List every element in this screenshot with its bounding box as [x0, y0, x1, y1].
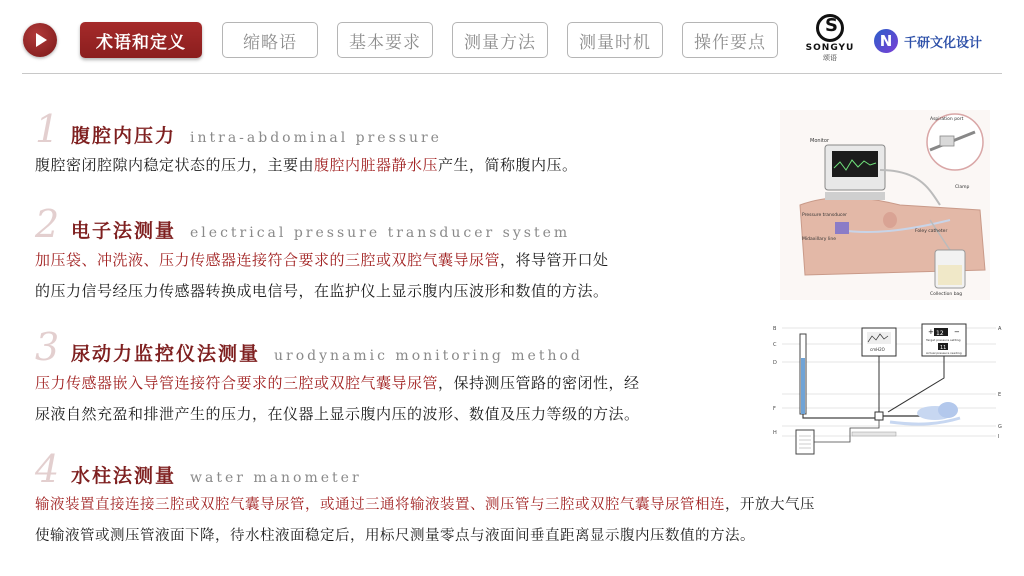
definition-section	[35, 107, 755, 181]
section-title: 电子法测量	[71, 220, 177, 242]
axis-letter: F	[773, 406, 776, 412]
section-number: 2	[35, 202, 60, 246]
label-foley-catheter: Foley catheter	[915, 229, 948, 234]
svg-text:+: +	[928, 328, 934, 336]
svg-text:−: −	[954, 328, 960, 336]
body-line	[35, 399, 755, 430]
label-collection-bag: Collection bag	[930, 292, 963, 297]
highlight-text: 加压袋、冲洗液、压力传感器连接符合要求的三腔或双腔气囊导尿管	[35, 251, 501, 269]
target-value: 12	[936, 330, 944, 337]
section-title: 腹腔内压力	[71, 125, 177, 147]
body-line	[35, 150, 755, 181]
section-heading	[35, 107, 755, 151]
label-aspiration-port: Aspiration port	[930, 117, 964, 122]
axis-letter: A	[998, 326, 1002, 332]
urodynamic-schematic	[770, 318, 1005, 458]
body-text: 使输液管或测压管液面下降，待水柱液面稳定后，用标尺测量零点与液面间垂直距离显示腹内压数值的方法。	[35, 528, 755, 544]
section-title: 水柱法测量	[71, 465, 177, 487]
section-english-title: water manometer	[190, 470, 362, 486]
highlight-text: 压力传感器嵌入导管连接符合要求的三腔或双腔气囊导尿管	[35, 374, 439, 392]
highlight-text: 输液装置直接连接三腔或双腔气囊导尿管，或通过三通将输液装置、测压管与三腔或双腔气囊导尿管相连	[35, 497, 725, 513]
label-monitor: Monitor	[810, 138, 830, 144]
section-body	[35, 490, 995, 552]
axis-letter: B	[773, 326, 777, 332]
body-line	[35, 276, 755, 307]
actual-value: 11	[940, 345, 947, 351]
axis-letter: D	[773, 360, 777, 366]
axis-letter: C	[773, 342, 777, 348]
tab-abbreviations[interactable]: 缩略语	[222, 22, 318, 58]
body-line	[35, 490, 995, 521]
section-number: 1	[35, 107, 60, 151]
axis-letter: I	[998, 434, 1000, 440]
label-midaxillary: Midaxillary line	[802, 237, 836, 242]
definition-section	[35, 202, 755, 307]
axis-letter: G	[998, 424, 1002, 430]
section-heading	[35, 325, 755, 369]
definition-section	[35, 447, 995, 552]
monitor-caption: cmH2O	[870, 347, 885, 352]
definition-section	[35, 325, 755, 430]
tab-measurement-timing[interactable]: 测量时机	[567, 22, 663, 58]
qianyan-logo-text: 千研文化设计	[904, 35, 983, 51]
body-text: ，将导管开口处	[500, 251, 609, 269]
body-text: 尿液自然充盈和排泄产生的压力，在仪器上显示腹内压的波形、数值及压力等级的方法。	[35, 405, 640, 423]
songyu-logo-sub: 颂语	[823, 54, 837, 62]
songyu-logo	[800, 14, 860, 64]
section-title: 尿动力监控仪法测量	[71, 343, 261, 365]
section-english-title: urodynamic monitoring method	[274, 348, 583, 364]
body-line	[35, 521, 995, 552]
songyu-logo-word: SONGYU	[805, 43, 855, 53]
section-english-title: electrical pressure transducer system	[190, 225, 571, 241]
body-text: ，开放大气压	[725, 497, 815, 513]
tab-terms-definitions[interactable]: 术语和定义	[80, 22, 202, 58]
body-line	[35, 245, 755, 276]
section-number: 3	[35, 325, 60, 369]
header-bar	[0, 0, 1024, 74]
header-divider	[22, 73, 1002, 74]
qianyan-logo	[874, 28, 982, 54]
body-text: 产生，简称腹内压。	[438, 156, 578, 174]
tab-measurement-methods[interactable]: 测量方法	[452, 22, 548, 58]
body-text: 腹腔密闭腔隙内稳定状态的压力，主要由	[35, 156, 315, 174]
section-body	[35, 150, 755, 181]
body-text: ，保持测压管路的密闭性，经	[438, 374, 640, 392]
transducer-setup-illustration	[780, 110, 990, 300]
target-label: Target pressure setting	[926, 338, 961, 342]
section-body	[35, 245, 755, 307]
highlight-text: 腹腔内脏器静水压	[314, 156, 439, 174]
section-heading	[35, 202, 755, 246]
qianyan-logo-icon: N	[874, 29, 898, 53]
tab-operation-points[interactable]: 操作要点	[682, 22, 778, 58]
actual-label: Actual pressure reading	[926, 351, 962, 355]
axis-letter: H	[773, 430, 777, 436]
axis-letter: E	[998, 392, 1002, 398]
section-english-title: intra-abdominal pressure	[190, 130, 442, 146]
section-number: 4	[35, 447, 60, 491]
songyu-logo-icon	[816, 14, 844, 42]
label-transducer: Pressure transducer	[802, 213, 848, 218]
play-button[interactable]	[23, 23, 57, 57]
section-body	[35, 368, 755, 430]
label-clamp: Clamp	[955, 185, 970, 190]
tab-basic-requirements[interactable]: 基本要求	[337, 22, 433, 58]
body-line	[35, 368, 755, 399]
body-text: 的压力信号经压力传感器转换成电信号，在监护仪上显示腹内压波形和数值的方法。	[35, 282, 609, 300]
